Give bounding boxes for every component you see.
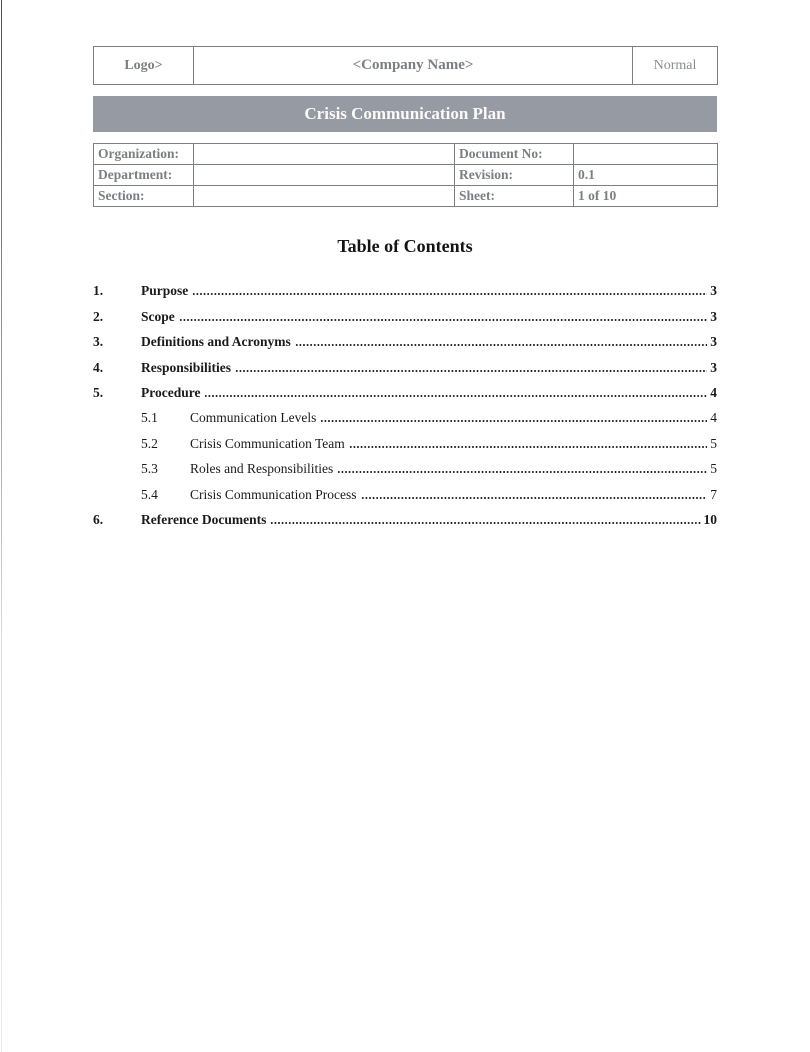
toc-entry[interactable] [93, 354, 717, 379]
toc-entry-number: 5.4 [141, 486, 158, 502]
toc-entry-label: Reference Documents [141, 511, 267, 527]
toc-entry-number: 2. [93, 308, 104, 324]
organization-value [194, 144, 455, 165]
company-name: <Company Name> [194, 47, 633, 85]
page-edge-shadow [1, 0, 2, 1052]
toc-entry-label: Communication Levels [190, 410, 317, 426]
document-title-banner [93, 96, 717, 132]
toc-entry-number: 6. [93, 511, 104, 527]
sheet-label: Sheet: [455, 186, 574, 207]
dot-leader [349, 446, 707, 448]
table-of-contents [93, 278, 717, 532]
dot-leader [204, 395, 707, 397]
toc-entry[interactable] [93, 278, 717, 303]
document-info-table [93, 143, 718, 207]
toc-entry[interactable] [93, 303, 717, 328]
info-row [94, 186, 718, 207]
toc-entry-page: 4 [710, 410, 717, 426]
toc-entry[interactable] [93, 405, 717, 430]
dot-leader [361, 497, 708, 499]
toc-entry-number: 5.3 [141, 461, 158, 477]
dot-leader [337, 471, 707, 473]
document-no-label: Document No: [455, 144, 574, 165]
toc-entry-label: Responsibilities [141, 359, 232, 375]
toc-entry-number: 5. [93, 384, 104, 400]
info-row [94, 144, 718, 165]
toc-title: Table of Contents [337, 236, 473, 256]
toc-entry-label: Scope [141, 308, 175, 324]
document-no-value [574, 144, 718, 165]
dot-leader [179, 319, 708, 321]
revision-label: Revision: [455, 165, 574, 186]
classification-label: Normal [633, 47, 718, 85]
toc-entry-label: Roles and Responsibilities [190, 461, 334, 477]
toc-entry-label: Purpose [141, 283, 189, 299]
dot-leader [270, 522, 700, 524]
info-row [94, 165, 718, 186]
toc-entry-label: Crisis Communication Team [190, 435, 345, 451]
toc-entry[interactable] [93, 481, 717, 506]
toc-entry-page: 3 [710, 359, 717, 375]
toc-entry[interactable] [93, 456, 717, 481]
toc-entry-number: 4. [93, 359, 104, 375]
department-label: Department: [94, 165, 194, 186]
toc-entry-number: 5.2 [141, 435, 158, 451]
department-value [194, 165, 455, 186]
toc-entry-page: 5 [710, 435, 717, 451]
toc-entry-label: Definitions and Acronyms [141, 334, 291, 350]
toc-entry-label: Procedure [141, 384, 201, 400]
toc-entry-page: 3 [710, 308, 717, 324]
toc-entry[interactable] [93, 329, 717, 354]
document-title: Crisis Communication Plan [304, 104, 506, 123]
toc-entry[interactable] [93, 380, 717, 405]
dot-leader [295, 344, 707, 346]
section-value [194, 186, 455, 207]
toc-entry-number: 3. [93, 334, 104, 350]
toc-entry-page: 3 [710, 283, 717, 299]
dot-leader [235, 370, 707, 372]
toc-entry-page: 3 [710, 334, 717, 350]
toc-entry-number: 1. [93, 283, 104, 299]
toc-entry-page: 5 [710, 461, 717, 477]
dot-leader [320, 420, 707, 422]
toc-entry-label: Crisis Communication Process [190, 486, 357, 502]
toc-entry-page: 7 [710, 486, 717, 502]
revision-value: 0.1 [574, 165, 718, 186]
document-header-table [93, 46, 718, 85]
toc-entry[interactable] [93, 507, 717, 532]
dot-leader [192, 293, 707, 295]
toc-entry-page: 4 [710, 384, 717, 400]
toc-entry[interactable] [93, 430, 717, 455]
organization-label: Organization: [94, 144, 194, 165]
logo-placeholder: Logo> [94, 47, 194, 85]
document-page [93, 46, 717, 532]
sheet-value: 1 of 10 [574, 186, 718, 207]
toc-entry-page: 10 [703, 511, 717, 527]
section-label: Section: [94, 186, 194, 207]
toc-entry-number: 5.1 [141, 410, 158, 426]
